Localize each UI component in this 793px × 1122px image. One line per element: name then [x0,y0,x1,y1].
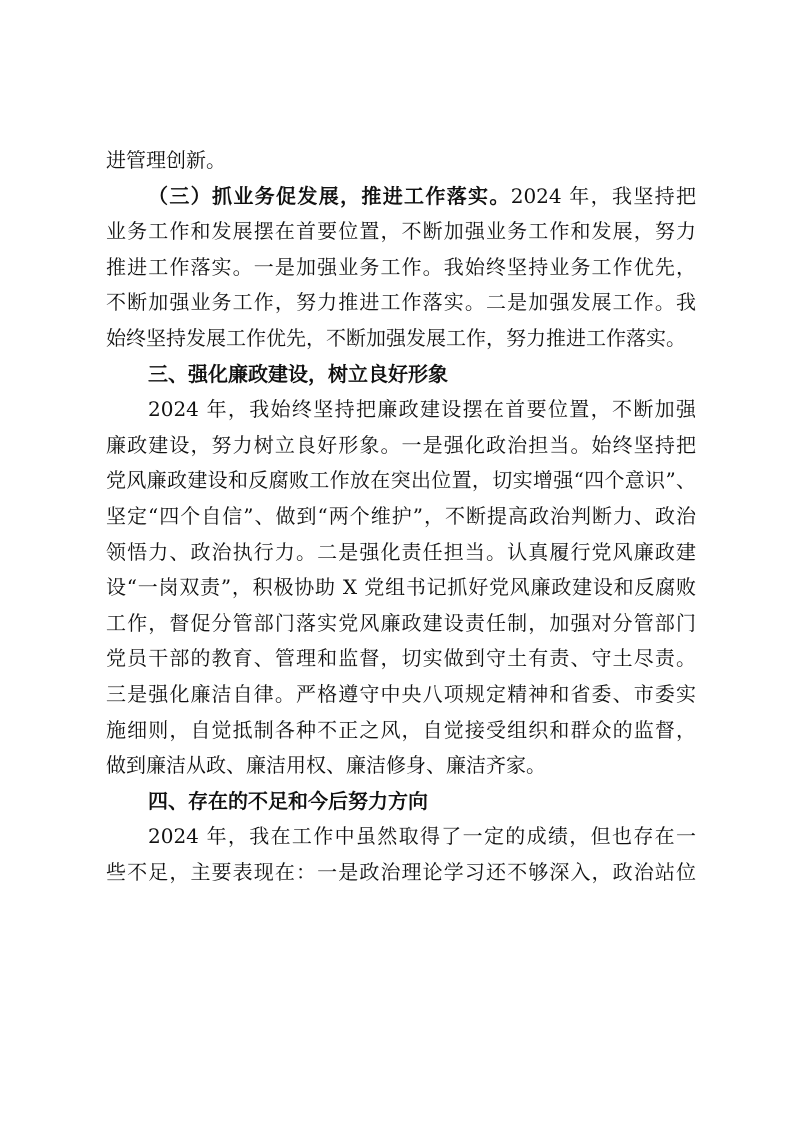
paragraph-line: 业务工作和发展摆在首要位置，不断加强业务工作和发展，努力 [106,219,696,244]
paragraph-line: 施细则，自觉抵制各种不正之风，自觉接受组织和群众的监督， [106,717,696,742]
paragraph-line: 做到廉洁从政、廉洁用权、廉洁修身、廉洁齐家。 [106,753,546,778]
paragraph-line: 工作，督促分管部门落实党风廉政建设责任制，加强对分管部门 [106,610,696,635]
document-body [106,143,696,890]
paragraph-line: 坚定“四个自信”、做到“两个维护”，不断提高政治判断力、政治 [106,503,696,528]
paragraph-line: 领悟力、政治执行力。二是强化责任担当。认真履行党风廉政建 [106,539,696,564]
paragraph-line: 进管理创新。 [106,148,226,172]
paragraph-line: 始终坚持发展工作优先，不断加强发展工作，努力推进工作落实。 [106,325,686,350]
paragraph-line: 设“一岗双责”，积极协助 X 党组书记抓好党风廉政建设和反腐败 [106,575,696,600]
paragraph-line: 些不足，主要表现在：一是政治理论学习还不够深入，政治站位 [106,859,696,884]
paragraph-line: 2024 年，我始终坚持把廉政建设摆在首要位置，不断加强 [148,397,696,422]
paragraph-line: 2024 年，我在工作中虽然取得了一定的成绩，但也存在一 [148,824,696,849]
paragraph-line: 三是强化廉洁自律。严格遵守中央八项规定精神和省委、市委实 [106,681,696,706]
paragraph-text: 2024 年，我坚持把 [510,183,696,208]
paragraph-line: 廉政建设，努力树立良好形象。一是强化政治担当。始终坚持把 [106,432,696,457]
paragraph-line [106,179,696,215]
paragraph-line: 党员干部的教育、管理和监督，切实做到守土有责、守土尽责。 [106,646,696,671]
subsection-heading: （三）抓业务促发展，推进工作落实。 [148,183,511,208]
paragraph-line: 不断加强业务工作，努力推进工作落实。二是加强发展工作。我 [106,290,696,315]
section-heading: 四、存在的不足和今后努力方向 [148,788,428,813]
section-heading: 三、强化廉政建设，树立良好形象 [148,361,448,386]
paragraph-line: 推进工作落实。一是加强业务工作。我始终坚持业务工作优先， [106,254,696,279]
paragraph-line: 党风廉政建设和反腐败工作放在突出位置，切实增强“四个意识”、 [106,468,696,493]
